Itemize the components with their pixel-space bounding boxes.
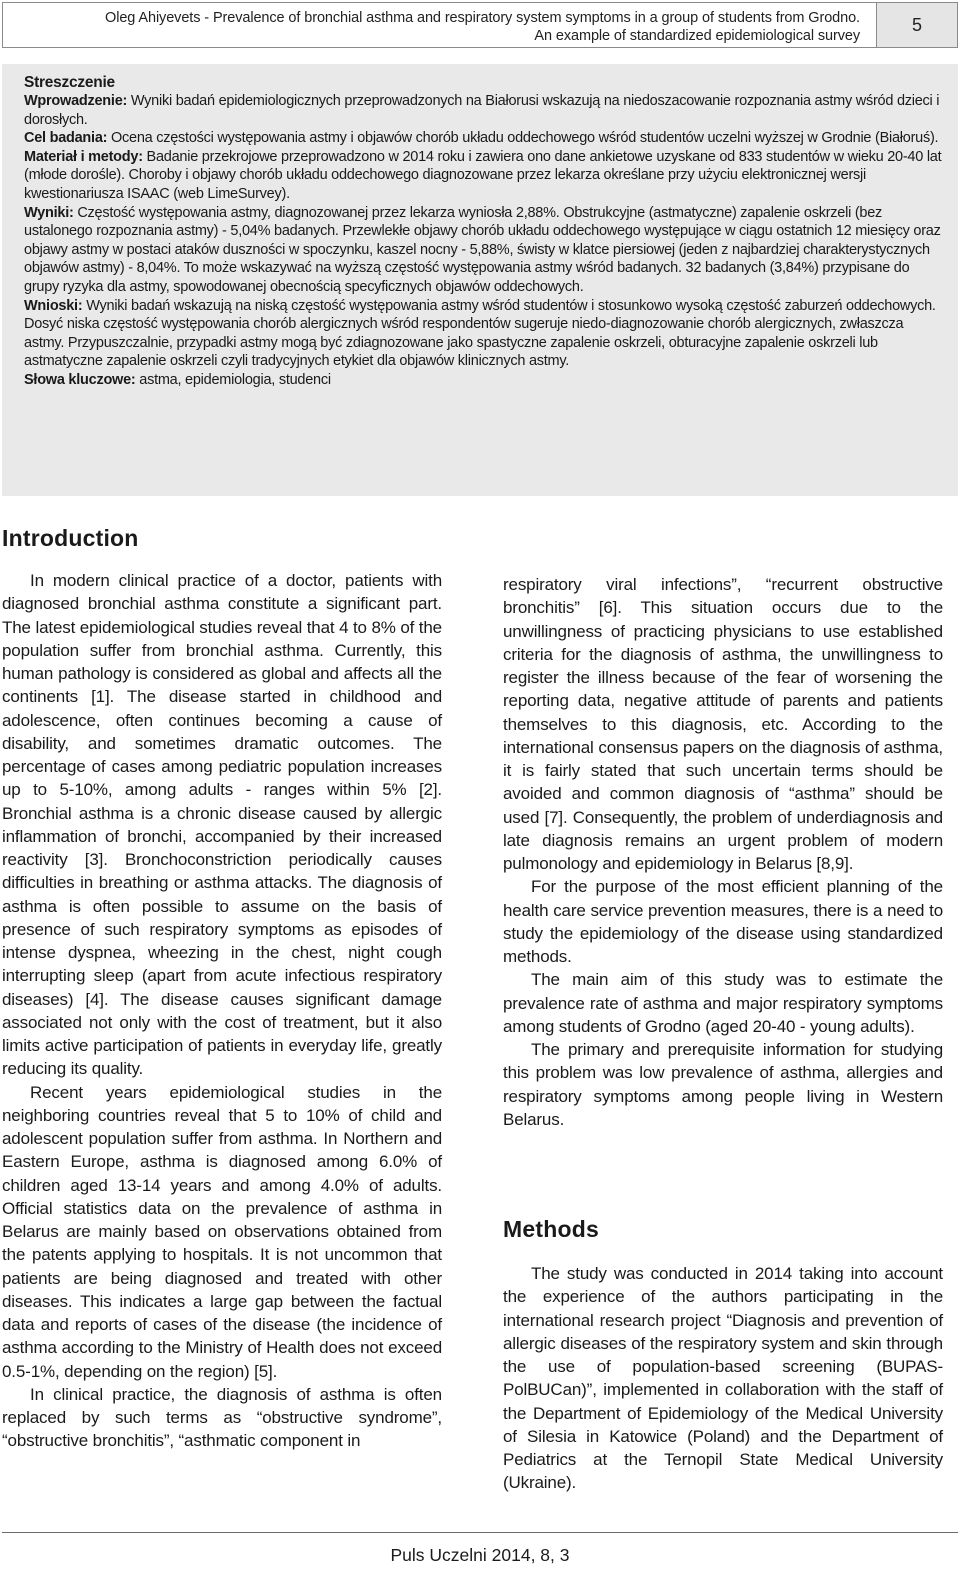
left-column bbox=[2, 569, 442, 1453]
abstract-keywords-text: astma, epidemiologia, studenci bbox=[135, 371, 331, 388]
methods-column bbox=[503, 1262, 943, 1495]
abstract-heading: Streszczenie bbox=[24, 74, 115, 91]
abstract-methods-text: Badanie przekrojowe przeprowadzono w 2014 roku i zawiera ono dane ankietowe uzyskane od 833 studentów w wieku 20-40 lat (młode dorośle). Choroby i objawy chorób układu oddechowego diagnozowane przez lekarza określane przy użyciu elektronicznej wersji kwestionariusza ISAAC (web LimeSurvey). bbox=[24, 148, 942, 202]
methods-paragraph: The study was conducted in 2014 taking into account the experience of the authors participating in the international research project “Diagnosis and prevention of allergic diseases of the respiratory system and skin through the use of population-based screening (BUPAS-PolBUCan)”, implemented in collaboration with the staff of the Department of Epidemiology of the Medical University of Silesia in Katowice (Poland) and the Department of Pediatrics at the Ternopil State Medical University (Ukraine). bbox=[503, 1264, 943, 1493]
running-title-line-1: Oleg Ahiyevets - Prevalence of bronchial asthma and respiratory system symptoms in a group of students from Grodno. bbox=[105, 10, 860, 26]
abstract-conclusions-label: Wnioski: bbox=[24, 297, 83, 314]
abstract-keywords-label: Słowa kluczowe: bbox=[24, 371, 136, 388]
abstract-conclusions-text: Wyniki badań wskazują na niską częstość występowania astmy wśród studentów i stosunkowo wysoką częstość zaburzeń oddechowych. Dosyć niska częstość występowania chorób alergicznych wśród respondentów sugeruje niedo-diagnozowanie chorób alergicznych, zwłaszcza astmy. Przypuszczalnie, przypadki astmy mogą być zdiagnozowane jako spastyczne zapalenie oskrzeli, obturacyjne zapalenie oskrzeli lub astmatyczne zapalenie oskrzeli czyli tradycyjnych etykiet dla objawów klinicznych astmy. bbox=[24, 297, 936, 370]
abstract-methods-label: Materiał i metody: bbox=[24, 148, 143, 165]
right-column bbox=[503, 573, 943, 1131]
abstract-aim-label: Cel badania: bbox=[24, 130, 108, 147]
abstract-results-text: Częstość występowania astmy, diagnozowanej przez lekarza wyniosła 2,88%. Obstrukcyjne (astmatyczne) zapalenie oskrzeli (bez ustalonego rozpoznania astmy) - 5,04% badanych. Przewlekłe objawy chorób układu oddechowego występujące w ciągu ostatnich 12 miesięcy oraz objawy astmy w postaci ataków duszności w spoczynku, kaszel nocny - 5,88%, świsty w klatce piersiowej (jeden z najbardziej charakterystycznych objawów astmy) - 8,04%. To może wskazywać na wyższą częstość występowania astmy wśród badanych. 32 badanych (3,84%) przypisane do grupy ryzyka dla astmy, spowodowanej obecnością specyficznych objawów oddechowych. bbox=[24, 204, 941, 295]
abstract-introduction bbox=[24, 92, 946, 129]
abstract-introduction-label: Wprowadzenie: bbox=[24, 93, 128, 109]
abstract-methods bbox=[24, 148, 946, 204]
footer-rule bbox=[2, 1532, 958, 1533]
running-header bbox=[2, 2, 958, 48]
abstract-keywords bbox=[24, 371, 946, 390]
intro-paragraph: Recent years epidemiological studies in the neighboring countries reveal that 5 to 10% of child and adolescent population suffer from asthma. In Northern and Eastern Europe, asthma is diagnosed among 6.0% of children aged 13-14 years and among 4.0% of adults. Official statistics data on the prevalence of asthma in Belarus are mainly based on observations obtained from the patents applying to hospitals. It is not uncommon that patients are being diagnosed and treated with other diseases. This indicates a large gap between the factual data and reports of cases of the disease (the incidence of asthma according to the Ministry of Health does not exceed 0.5-1%, depending on the region) [5]. bbox=[2, 1082, 442, 1381]
intro-paragraph: The main aim of this study was to estimate the prevalence rate of asthma and major respiratory symptoms among students of Grodno (aged 20-40 - young adults). bbox=[503, 970, 943, 1036]
intro-paragraph: In clinical practice, the diagnosis of asthma is often replaced by such terms as “obstructive syndrome”, “obstructive bronchitis”, “asthmatic component in bbox=[2, 1384, 442, 1451]
intro-paragraph: For the purpose of the most efficient planning of the health care service prevention measures, there is a need to study the epidemiology of the disease using standardized methods. bbox=[503, 877, 943, 966]
abstract-introduction-text: Wyniki badań epidemiologicznych przeprowadzonych na Białorusi wskazują na niedoszacowanie rozpoznania astmy wśród dzieci i dorosłych. bbox=[24, 93, 940, 128]
abstract-conclusions bbox=[24, 297, 946, 371]
page-number: 5 bbox=[876, 3, 957, 47]
abstract-box bbox=[2, 64, 958, 496]
intro-paragraph-continued: respiratory viral infections”, “recurrent obstructive bronchitis” [6]. This situation occurs due to the unwillingness of practicing physicians to use established criteria for the diagnosis of asthma, the unwillingness to register the illness because of the fear of worsening the reporting data, negative attitude of parents and patients themselves to this diagnosis, etc. According to the international consensus papers on the diagnosis of asthma, it is fairly stated that such uncertain terms should be avoided and common diagnosis of “asthma” should be used [7]. Consequently, the problem of underdiagnosis and late diagnosis remains an urgent problem of modern pulmonology and epidemiology in Belarus [8,9]. bbox=[503, 575, 943, 873]
introduction-heading: Introduction bbox=[2, 525, 139, 551]
abstract-results bbox=[24, 204, 946, 297]
running-title bbox=[3, 3, 876, 47]
abstract-aim bbox=[24, 129, 946, 148]
abstract-aim-text: Ocena częstości występowania astmy i objawów chorób układu oddechowego wśród studentów uczelni wyższej w Grodnie (Białoruś). bbox=[107, 130, 939, 147]
abstract-results-label: Wyniki: bbox=[24, 204, 74, 221]
intro-paragraph: The primary and prerequisite information for studying this problem was low prevalence of asthma, allergies and respiratory symptoms among people living in Western Belarus. bbox=[503, 1040, 943, 1129]
methods-heading: Methods bbox=[503, 1216, 599, 1242]
journal-footer: Puls Uczelni 2014, 8, 3 bbox=[390, 1545, 570, 1565]
intro-paragraph: In modern clinical practice of a doctor, patients with diagnosed bronchial asthma constitute a significant part. The latest epidemiological studies reveal that 4 to 8% of the population suffer from bronchial asthma. Currently, this human pathology is considered as global and affects all the continents [1]. The disease started in childhood and adolescence, often continues becoming a cause of disability, and sometimes dramatic outcomes. The percentage of cases among pediatric population increases up to 5-10%, among adults - ranges within 5% [2]. Bronchial asthma is a chronic disease caused by allergic inflammation of bronchi, accompanied by their increased reactivity [3]. Bronchoconstriction periodically causes difficulties in breathing or asthma attacks. The diagnosis of asthma is often possible to assume on the basis of presence of such respiratory symptoms as episodes of intense dyspnea, wheezing in the chest, night cough interrupting sleep (apart from acute infectious respiratory diseases) [4]. The disease causes significant damage associated not only with the cost of treatment, but it also limits active participation of patients in everyday life, greatly reducing its quality. bbox=[2, 571, 442, 1079]
running-title-line-2: An example of standardized epidemiological survey bbox=[534, 28, 860, 44]
